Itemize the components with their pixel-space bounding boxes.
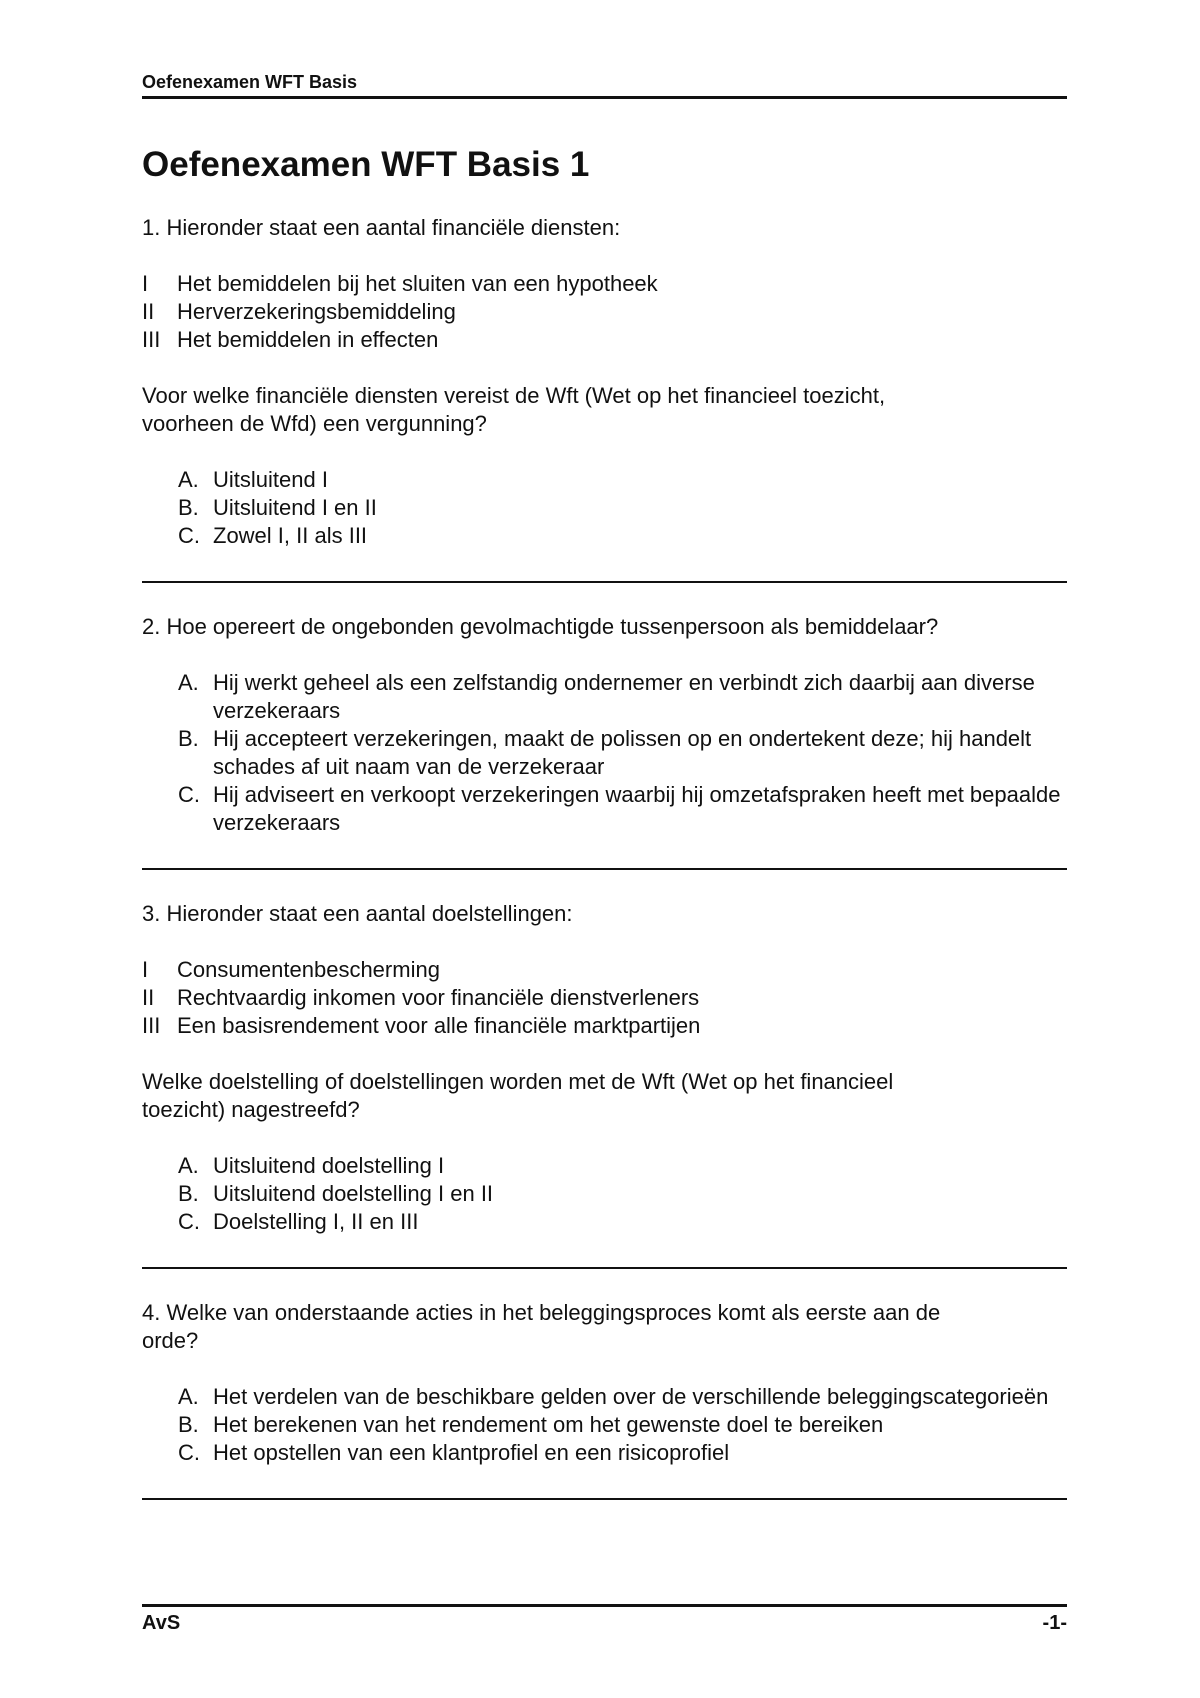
question-1-text-line-2: voorheen de Wfd) een vergunning? <box>142 411 487 436</box>
list-item: II Herverzekeringsbemiddeling <box>142 299 456 324</box>
running-header: Oefenexamen WFT Basis <box>142 72 358 92</box>
answer-option-a: A. Het verdelen van de beschikbare gelden over de verschillende beleggingscategorieën <box>178 1384 1049 1409</box>
question-3-text-line-1: Welke doelstelling of doelstellingen worden met de Wft (Wet op het financieel <box>142 1069 894 1094</box>
question-4 <box>142 1299 1067 1467</box>
header-rule <box>142 96 1067 99</box>
question-1-answers <box>142 466 1067 550</box>
question-divider <box>142 1498 1067 1500</box>
list-item: I Consumentenbescherming <box>142 957 440 982</box>
answer-option-a: A. Hij werkt geheel als een zelfstandig ondernemer en verbindt zich daarbij aan diverse verzekeraars <box>178 670 1035 723</box>
footer-author: AvS <box>142 1612 181 1634</box>
question-1-items <box>142 270 1067 354</box>
document-page <box>142 0 1067 1698</box>
question-4-answers <box>142 1383 1067 1467</box>
question-divider <box>142 581 1067 583</box>
question-4-text-line-2: orde? <box>142 1328 199 1353</box>
question-1-intro: 1. Hieronder staat een aantal financiële diensten: <box>142 215 621 240</box>
answer-option-c: C. Zowel I, II als III <box>178 523 368 548</box>
footer-rule <box>142 1604 1067 1607</box>
answer-option-b: B. Uitsluitend doelstelling I en II <box>178 1181 494 1206</box>
list-item: III Het bemiddelen in effecten <box>142 327 439 352</box>
question-3-answers <box>142 1152 1067 1236</box>
question-divider <box>142 1267 1067 1269</box>
question-divider <box>142 868 1067 870</box>
page-title: Oefenexamen WFT Basis 1 <box>142 145 590 184</box>
answer-option-c: C. Het opstellen van een klantprofiel en een risicoprofiel <box>178 1440 730 1465</box>
question-3 <box>142 900 1067 1236</box>
question-3-text-line-2: toezicht) nagestreefd? <box>142 1097 360 1122</box>
page-number: -1- <box>1042 1612 1067 1634</box>
answer-option-b: B. Uitsluitend I en II <box>178 495 377 520</box>
list-item: III Een basisrendement voor alle financiële marktpartijen <box>142 1013 701 1038</box>
question-2-answers <box>142 669 1067 837</box>
answer-option-a: A. Uitsluitend I <box>178 467 328 492</box>
question-3-intro: 3. Hieronder staat een aantal doelstellingen: <box>142 901 573 926</box>
question-2 <box>142 613 1067 837</box>
question-1 <box>142 214 1067 550</box>
answer-option-c: C. Hij adviseert en verkoopt verzekeringen waarbij hij omzetafspraken heeft met bepaalde verzekeraars <box>178 782 1061 835</box>
question-4-text-line-1: 4. Welke van onderstaande acties in het beleggingsproces komt als eerste aan de <box>142 1300 941 1325</box>
list-item: II Rechtvaardig inkomen voor financiële dienstverleners <box>142 985 700 1010</box>
list-item: I Het bemiddelen bij het sluiten van een hypotheek <box>142 271 658 296</box>
answer-option-c: C. Doelstelling I, II en III <box>178 1209 419 1234</box>
question-1-text-line-1: Voor welke financiële diensten vereist de Wft (Wet op het financieel toezicht, <box>142 383 886 408</box>
exam-content <box>142 214 1067 1500</box>
answer-option-b: B. Het berekenen van het rendement om het gewenste doel te bereiken <box>178 1412 884 1437</box>
question-2-text: 2. Hoe opereert de ongebonden gevolmachtigde tussenpersoon als bemiddelaar? <box>142 614 939 639</box>
answer-option-b: B. Hij accepteert verzekeringen, maakt de polissen op en ondertekent deze; hij handelt schades af uit naam van de verzekeraar <box>178 726 1032 779</box>
answer-option-a: A. Uitsluitend doelstelling I <box>178 1153 445 1178</box>
question-3-items <box>142 956 1067 1040</box>
